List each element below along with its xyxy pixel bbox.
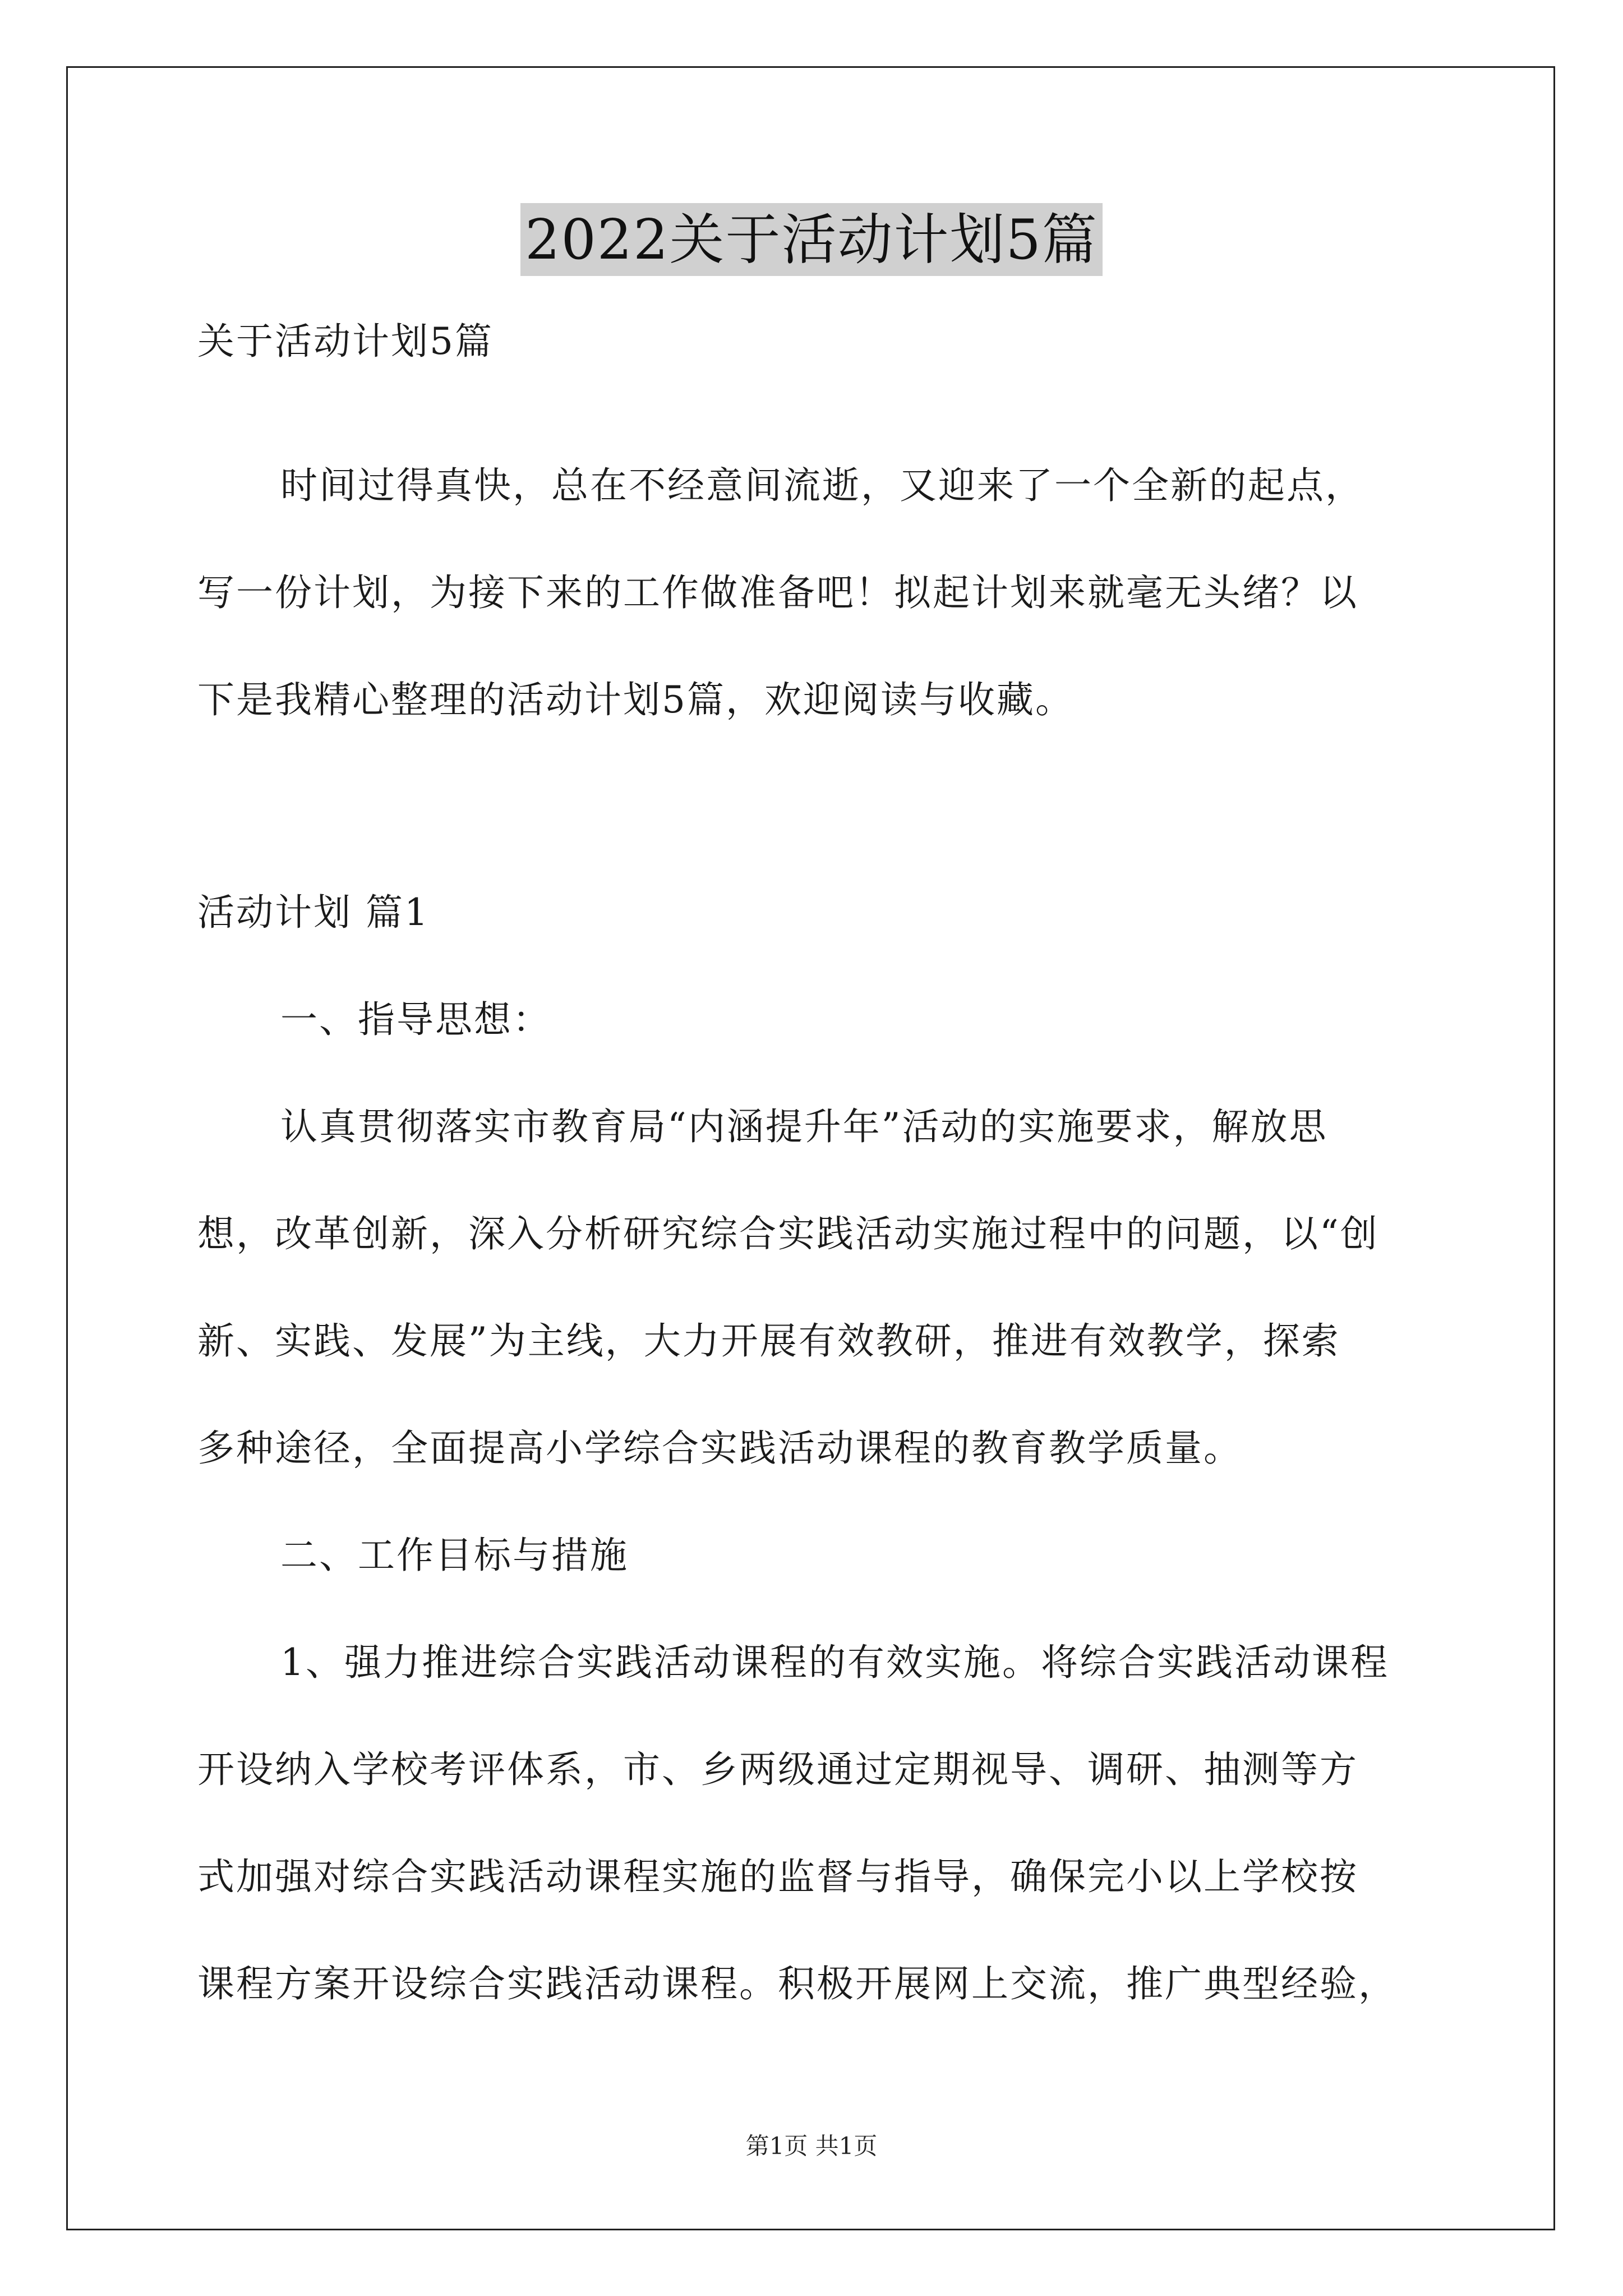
page-footer: 第1页 共1页: [745, 2132, 878, 2160]
body-line: 想，改革创新，深入分析研究综合实践活动实施过程中的问题，以“创: [197, 1212, 1379, 1255]
body-line: 新、实践、发展”为主线，大力开展有效教研，推进有效教学，探索: [197, 1319, 1340, 1363]
subsection-heading: 一、指导思想：: [280, 998, 551, 1041]
title-container: [0, 203, 1623, 276]
document-subtitle: 关于活动计划5篇: [197, 320, 494, 363]
body-line: 写一份计划，为接下来的工作做准备吧！拟起计划来就毫无头绪？以: [197, 571, 1358, 614]
body-line: 课程方案开设综合实践活动课程。积极开展网上交流，推广典型经验，: [197, 1962, 1397, 2005]
subsection-heading: 二、工作目标与措施: [280, 1534, 629, 1577]
body-line: 认真贯彻落实市教育局“内涵提升年”活动的实施要求，解放思: [280, 1105, 1328, 1148]
body-line: 1、强力推进综合实践活动课程的有效实施。将综合实践活动课程: [280, 1641, 1389, 1684]
body-line: 开设纳入学校考评体系，市、乡两级通过定期视导、调研、抽测等方: [197, 1748, 1358, 1791]
section-heading: 活动计划 篇1: [197, 891, 430, 934]
document-title: 2022关于活动计划5篇: [520, 203, 1103, 276]
body-line: 时间过得真快，总在不经意间流逝，又迎来了一个全新的起点，: [280, 464, 1364, 507]
body-line: 下是我精心整理的活动计划5篇，欢迎阅读与收藏。: [197, 678, 1074, 721]
body-line: 式加强对综合实践活动课程实施的监督与指导，确保完小以上学校按: [197, 1855, 1358, 1898]
body-line: 多种途径，全面提高小学综合实践活动课程的教育教学质量。: [197, 1427, 1242, 1470]
